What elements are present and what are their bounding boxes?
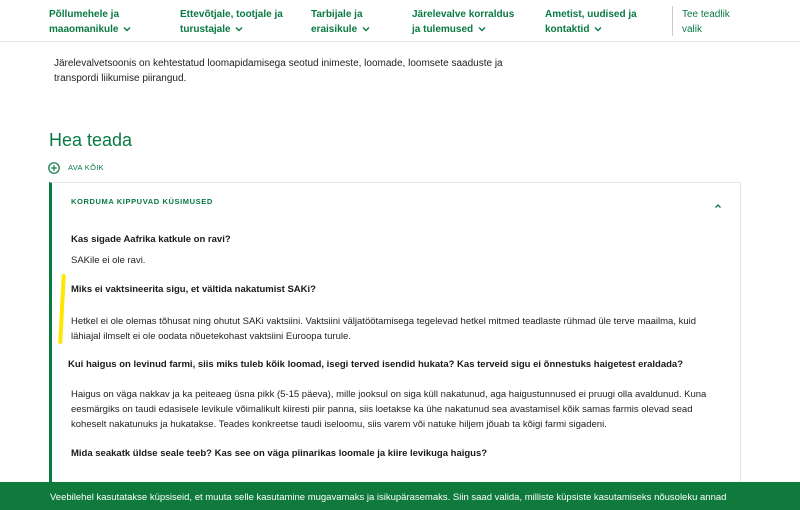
accordion-title: KORDUMA KIPPUVAD KÜSIMUSED xyxy=(71,197,213,206)
expand-all-label: AVA KÕIK xyxy=(68,162,104,172)
nav-feedback-label: Tee teadlik xyxy=(682,9,730,20)
nav-item-label: Tarbijale ja xyxy=(311,9,363,20)
nav-item-label: ja tulemused xyxy=(412,24,474,35)
chevron-down-icon xyxy=(478,25,486,33)
plus-circle-icon xyxy=(48,161,60,173)
nav-item-business[interactable] xyxy=(180,7,310,37)
accordion-header[interactable] xyxy=(52,183,740,221)
nav-item-supervision[interactable] xyxy=(412,7,532,37)
nav-item-label: Järelevalve korraldus xyxy=(412,9,515,20)
nav-item-farmers[interactable] xyxy=(49,7,159,37)
nav-item-label: eraisikule xyxy=(311,24,358,35)
faq-question: Kui haigus on levinud farmi, siis miks tuleb kõik loomad, isegi terved isendid hukata? Kas terveid sigu ei õnnestuks haigetest eraldada? xyxy=(68,359,684,370)
faq-question: Mida seakatk üldse seale teeb? Kas see on väga piinarikas loomale ja kiire levikuga haigus? xyxy=(71,448,488,459)
nav-item-label: turustajale xyxy=(180,24,231,35)
intro-paragraph: Järelevalvetsoonis on kehtestatud loomapidamisega seotud inimeste, loomade, loomsete saaduste ja transpordi liikumise piirangud. xyxy=(54,58,503,84)
nav-item-label: Ametist, uudised ja xyxy=(545,9,637,20)
expand-all-button[interactable] xyxy=(48,160,104,174)
nav-feedback-link[interactable] xyxy=(682,7,772,37)
nav-item-label: Põllumehele ja xyxy=(49,9,120,20)
chevron-up-icon xyxy=(714,197,722,205)
cookie-banner-text: Veebilehel kasutatakse küpsiseid, et muuta selle kasutamine mugavamaks ja isikupärasemaks. Siin saad valida, milliste küpsiste kasutamiseks nõusoleku annad xyxy=(50,492,727,503)
nav-item-label: maaomanikule xyxy=(49,24,119,35)
nav-divider xyxy=(672,6,673,36)
faq-question: Miks ei vaktsineerita sigu, et vältida nakatumist SAKi? xyxy=(71,284,316,295)
chevron-down-icon xyxy=(235,25,243,33)
faq-answer: Haigus on väga nakkav ja ka peiteaeg üsna pikk (5-15 päeva), mille jooksul on siga küll nakatunud, aga haigustunnused ei pruugi olla avaldunud. Kuna eesmärgiks on taudi edasisele levikule võimalikult kiiresti piir panna, siis loetakse ka ühe nakatunud sea avastamisel kõik samas farmis olevad sead koheselt nakatunuks ja hukatakse. Teades konkreetse taudi iseloomu, siis varem või natuke hiljem jõuab ta kõigi farmi sigadeni. xyxy=(71,389,707,430)
faq-answer: Hetkel ei ole olemas tõhusat ning ohutut SAKi vaktsiini. Vaktsiini väljatöötamisega tegelevad hetkel mitmed teadlaste rühmad üle terve maailma, kuid lähiajal ilmselt ei ole oodata nõuetekohast vaktsiini Euroopa turule. xyxy=(71,316,697,342)
section-title: Hea teada xyxy=(49,130,133,150)
faq-answer: SAKile ei ole ravi. xyxy=(71,255,146,266)
chevron-down-icon xyxy=(594,25,602,33)
chevron-down-icon xyxy=(123,25,131,33)
nav-feedback-label: valik xyxy=(682,24,703,35)
nav-item-label: Ettevõtjale, tootjale ja xyxy=(180,9,283,20)
top-navigation xyxy=(0,0,800,42)
faq-accordion xyxy=(49,182,741,510)
nav-item-label: kontaktid xyxy=(545,24,590,35)
nav-item-agency[interactable] xyxy=(545,7,665,37)
cookie-banner xyxy=(0,482,800,510)
nav-item-consumers[interactable] xyxy=(311,7,401,37)
chevron-down-icon xyxy=(362,25,370,33)
faq-question: Kas sigade Aafrika katkule on ravi? xyxy=(71,234,231,245)
